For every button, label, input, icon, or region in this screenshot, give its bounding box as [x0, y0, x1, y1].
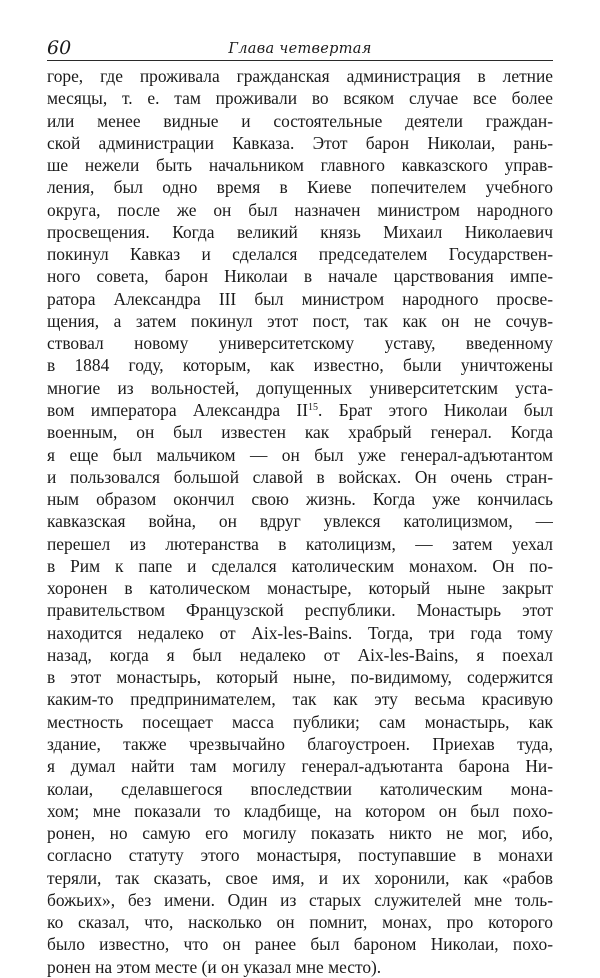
text-line: перешел из лютеранства в католицизм, — затем уехал: [47, 533, 553, 554]
text-line: ратора Александра III был министром народного просве-: [47, 288, 553, 309]
text-line: в Рим к папе и сделался католическим монахом. Он по-: [47, 555, 553, 576]
text-line: ным образом окончил свою жизнь. Когда уже кончилась: [47, 489, 553, 510]
text-line: [47, 399, 553, 421]
text-line: месяцы, т. е. там проживали во всяком случае все более: [47, 88, 553, 109]
text-line: здание, также чрезвычайно благоустроен. Приехав туда,: [47, 733, 553, 754]
text-line: я думал найти там могилу генерал-адъютанта барона Ни-: [47, 756, 553, 777]
book-page: [47, 36, 553, 978]
text-line: щения, а затем покинул этот пост, так как он не сочув-: [47, 310, 553, 331]
text-line: ления, был одно время в Киеве попечителем учебного: [47, 177, 553, 198]
body-text: [47, 65, 553, 978]
text-line: многие из вольностей, допущенных университетским уста-: [47, 377, 553, 398]
text-segment: . Брат этого Николаи был: [318, 399, 553, 420]
text-line: каким-то предпринимателем, так как эту весьма красивую: [47, 689, 553, 710]
text-line: находится недалеко от Aix-les-Bains. Тогда, три года тому: [47, 622, 553, 643]
text-line: или менее видные и состоятельные деятели граждан-: [47, 110, 553, 131]
page-number: 60: [47, 37, 72, 59]
text-line: ствовал новому университетскому уставу, введенному: [47, 333, 553, 354]
text-line: колаи, сделавшегося впоследствии католическим мона-: [47, 778, 553, 799]
text-line: правительством Французской республики. Монастырь этот: [47, 600, 553, 621]
text-line: покинул Кавказ и сделался председателем Государствен-: [47, 244, 553, 265]
text-line: округа, после же он был назначен министром народного: [47, 199, 553, 220]
text-line: ронен на этом месте (и он указал мне место).: [47, 956, 382, 977]
text-line: местность посещает масса публики; сам монастырь, как: [47, 711, 553, 732]
text-line: согласно статуту этого монастыря, поступавшие в монахи: [47, 845, 553, 866]
text-line: кавказская война, он вдруг увлекся католицизмом, —: [47, 511, 553, 532]
text-segment: вом императора Александра II: [47, 399, 309, 420]
text-line: ного совета, барон Николаи в начале царствования импе-: [47, 266, 553, 287]
chapter-title: Глава четвертая: [228, 41, 372, 57]
running-head: [47, 36, 553, 61]
footnote-marker: 15: [308, 401, 319, 413]
text-line: в этот монастырь, который ныне, по-видимому, содержится: [47, 667, 553, 688]
text-line: и пользовался большой славой в войсках. Он очень стран-: [47, 466, 553, 487]
text-line: ко сказал, что, насколько он помнит, монах, про которого: [47, 912, 553, 933]
text-line: ской администрации Кавказа. Этот барон Николаи, рань-: [47, 132, 553, 153]
text-line: назад, когда я был недалеко от Aix-les-Bains, я поехал: [47, 644, 553, 665]
text-line: горе, где проживала гражданская администрация в летние: [47, 66, 553, 86]
text-line: просвещения. Когда великий князь Михаил Николаевич: [47, 221, 553, 242]
text-line: ронен, но самую его могилу показать никто не мог, ибо,: [47, 823, 553, 844]
text-line: я еще был мальчиком — он был уже генерал-адъютантом: [47, 444, 553, 465]
text-line: было известно, что он ранее был бароном Николаи, похо-: [47, 934, 553, 955]
text-line: в 1884 году, которым, как известно, были уничтожены: [47, 355, 553, 376]
text-line: ше нежели быть начальником главного кавказского управ-: [47, 155, 553, 176]
text-line: хоронен в католическом монастыре, который ныне закрыт: [47, 578, 553, 599]
text-line: военным, он был известен как храбрый генерал. Когда: [47, 422, 553, 443]
text-line: теряли, так сказать, свое имя, и их хоронили, как «рабов: [47, 867, 553, 888]
text-line: божьих», без имени. Один из старых служителей мне толь-: [47, 889, 553, 910]
text-line: хом; мне показали то кладбище, на котором он был похо-: [47, 800, 553, 821]
